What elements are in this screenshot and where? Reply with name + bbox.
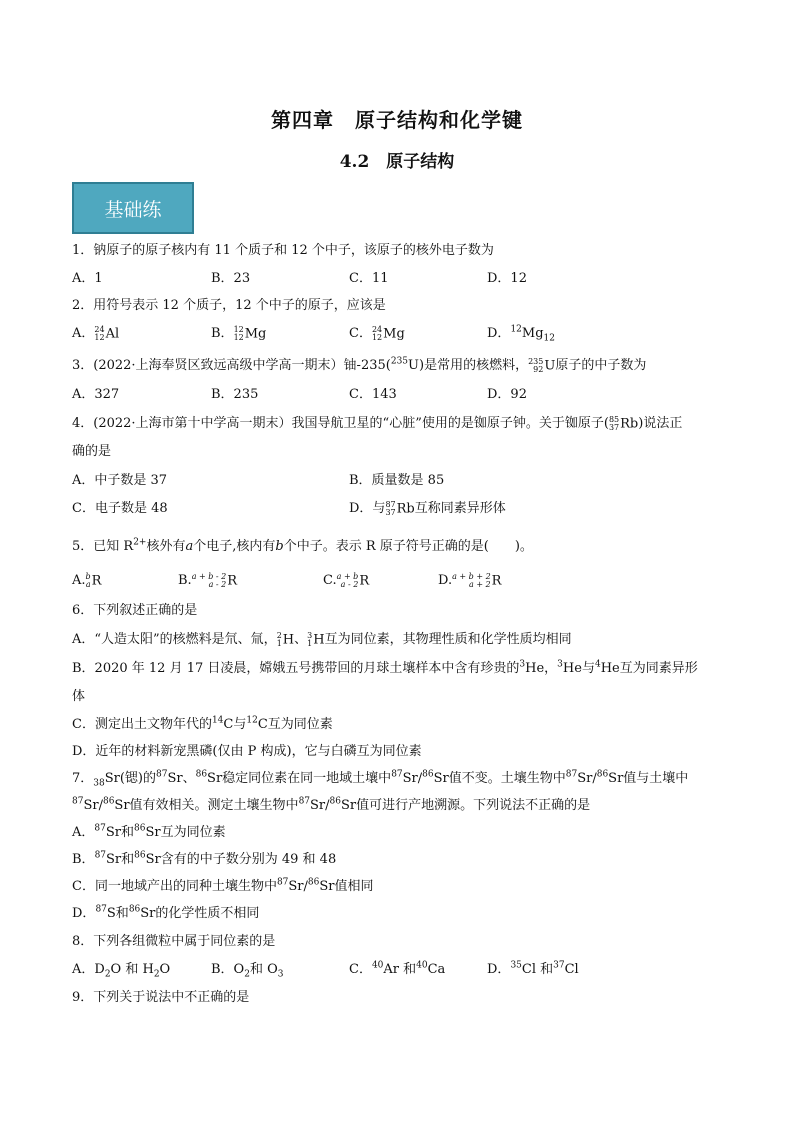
stem-text: 值不变。土壤生物中 bbox=[448, 771, 566, 786]
mass-number: 86 bbox=[596, 769, 609, 780]
option-text: Ca bbox=[427, 962, 446, 977]
option-text: Ar 和 bbox=[383, 962, 417, 977]
element-symbol: Sr bbox=[167, 771, 183, 786]
element-symbol: Mg bbox=[244, 326, 267, 341]
mass-number: 86 bbox=[307, 877, 320, 888]
option-text: 和 bbox=[121, 852, 135, 867]
q1-option-c: C．11 bbox=[349, 271, 389, 286]
atomic-number: 1 bbox=[276, 638, 282, 648]
atomic-number: 92 bbox=[533, 364, 544, 374]
mass-number: 12 bbox=[246, 715, 258, 726]
option-prefix: D． bbox=[487, 326, 511, 341]
atomic-number: 37 bbox=[608, 422, 620, 432]
q6-option-c bbox=[72, 716, 333, 734]
mass-number: 24 bbox=[94, 324, 105, 334]
q2-option-b bbox=[211, 325, 266, 343]
element-symbol: Sr bbox=[105, 825, 121, 840]
q1-option-a: A．1 bbox=[72, 271, 103, 286]
subscript-number: 12 bbox=[543, 333, 555, 344]
element-symbol: Sr bbox=[145, 852, 161, 867]
mass-number: 3 bbox=[307, 630, 313, 640]
question-7-stem bbox=[72, 770, 688, 788]
option-prefix: C. bbox=[323, 573, 337, 588]
slash: / bbox=[98, 798, 103, 813]
element-symbol: Rb bbox=[396, 501, 415, 516]
q7-option-b bbox=[72, 851, 336, 869]
mass-number: 4 bbox=[594, 659, 601, 670]
question-4-stem bbox=[72, 415, 682, 433]
q8-option-d bbox=[487, 961, 579, 979]
q8-option-c bbox=[349, 961, 445, 979]
slash: / bbox=[325, 798, 330, 813]
mass-expression: a + b - 2 bbox=[191, 571, 227, 581]
mass-number: 24 bbox=[371, 324, 383, 334]
atomic-number: 38 bbox=[93, 778, 105, 789]
mass-number: 85 bbox=[608, 414, 620, 424]
q2-option-a bbox=[72, 325, 119, 343]
option-text: O bbox=[159, 962, 171, 977]
element-symbol: R bbox=[91, 573, 102, 588]
variable-a: a bbox=[185, 539, 194, 554]
element-symbol: C bbox=[223, 717, 234, 732]
element-symbol: Rb bbox=[620, 416, 639, 431]
option-text: C．同一地域产出的同种土壤生物中 bbox=[72, 879, 277, 894]
mass-number: 14 bbox=[211, 715, 224, 726]
element-symbol: U bbox=[408, 358, 419, 373]
q1-option-d: D．12 bbox=[487, 271, 527, 286]
q1-option-b: B．23 bbox=[211, 271, 251, 286]
element-symbol: He bbox=[562, 661, 582, 676]
q4-option-a: A．中子数是 37 bbox=[72, 473, 168, 488]
element-symbol: Sr bbox=[114, 798, 130, 813]
element-symbol: U bbox=[544, 358, 556, 373]
element-symbol: R bbox=[491, 573, 502, 588]
q6-option-b bbox=[72, 660, 698, 678]
mass-number: 86 bbox=[329, 796, 341, 807]
subscript-number: 3 bbox=[277, 969, 284, 980]
q5-option-d bbox=[438, 572, 501, 590]
chapter-title: 第四章 原子结构和化学键 bbox=[271, 108, 523, 132]
element-symbol: Sr bbox=[145, 825, 161, 840]
element-symbol: Sr bbox=[288, 879, 304, 894]
mass-number: 40 bbox=[416, 960, 428, 971]
element-symbol: Sr bbox=[340, 798, 357, 813]
mass-number: 40 bbox=[371, 960, 384, 971]
option-text: C．测定出土文物年代的 bbox=[72, 717, 212, 732]
element-symbol: Sr bbox=[140, 906, 156, 921]
q7-option-a bbox=[72, 824, 226, 842]
mass-number: 86 bbox=[422, 769, 434, 780]
mass-number: 87 bbox=[385, 499, 396, 509]
option-prefix: A． bbox=[72, 825, 95, 840]
slash: / bbox=[303, 879, 308, 894]
subscript-number: 2 bbox=[244, 969, 250, 980]
slash: / bbox=[592, 771, 597, 786]
element-symbol: Sr bbox=[319, 879, 335, 894]
stem-text: 值可进行产地溯源。下列说法不正确的是 bbox=[356, 798, 591, 813]
atomic-expression: a - 2 bbox=[208, 579, 227, 589]
q5-option-b bbox=[178, 572, 237, 590]
q3-option-a: A．327 bbox=[72, 387, 120, 402]
element-symbol: S bbox=[106, 906, 116, 921]
question-3-stem bbox=[72, 357, 646, 375]
element-symbol: He bbox=[600, 661, 620, 676]
q7-option-d bbox=[72, 905, 259, 923]
mass-number: 87 bbox=[95, 904, 107, 915]
question-5-stem bbox=[72, 538, 533, 556]
element-symbol: Sr bbox=[106, 852, 122, 867]
element-symbol: R bbox=[227, 573, 238, 588]
mass-number: 2 bbox=[276, 630, 282, 640]
question-8-stem: 8．下列各组微粒中属于同位素的是 bbox=[72, 934, 276, 949]
option-text: 互为同素异形 bbox=[619, 661, 698, 676]
option-text: ， bbox=[544, 661, 558, 676]
mass-number: 235 bbox=[390, 356, 409, 367]
subscript-number: 2 bbox=[104, 969, 111, 980]
option-prefix: B． bbox=[72, 852, 95, 867]
element-symbol: Mg bbox=[521, 326, 544, 341]
mass-number: 87 bbox=[94, 850, 107, 861]
mass-number: 37 bbox=[553, 960, 565, 971]
section-badge bbox=[72, 182, 194, 234]
option-text: 与 bbox=[233, 717, 247, 732]
atomic-number: 1 bbox=[307, 638, 313, 648]
element-symbol: Sr bbox=[608, 771, 624, 786]
element-symbol: He bbox=[525, 661, 545, 676]
element-symbol: R bbox=[359, 573, 370, 588]
stem-text: 核外有 bbox=[146, 539, 186, 554]
mass-number: 86 bbox=[128, 904, 141, 915]
charge-superscript: 2+ bbox=[133, 537, 147, 548]
atomic-expression: a - 2 bbox=[340, 579, 359, 589]
option-prefix: D． bbox=[72, 906, 96, 921]
q4-option-b: B．质量数是 85 bbox=[349, 473, 445, 488]
mass-number: 86 bbox=[195, 769, 208, 780]
q4-option-d bbox=[349, 500, 506, 518]
stem-text: 原子的中子数为 bbox=[555, 358, 647, 373]
q6-option-b-cont: 体 bbox=[72, 689, 86, 704]
question-9-stem: 9．下列关于说法中不正确的是 bbox=[72, 990, 250, 1005]
stem-text: 值与土壤中 bbox=[623, 771, 689, 786]
element-symbol: Sr bbox=[433, 771, 449, 786]
option-text: B．2020 年 12 月 17 日凌晨，嫦娥五号携带回的月球土壤样本中含有珍贵的 bbox=[72, 661, 520, 676]
option-text: 互为同位素 bbox=[160, 825, 226, 840]
mass-number: 3 bbox=[557, 659, 563, 670]
element-symbol: Sr bbox=[402, 771, 418, 786]
option-text: 与 bbox=[581, 661, 595, 676]
mass-expression: a + b + 2 bbox=[452, 571, 491, 581]
option-text: 和 bbox=[120, 825, 134, 840]
option-prefix: B. bbox=[178, 573, 192, 588]
option-text: D．与 bbox=[349, 501, 386, 516]
atomic-number: 37 bbox=[385, 507, 396, 517]
option-text: Cl 和 bbox=[521, 962, 554, 977]
option-prefix: D． bbox=[487, 962, 511, 977]
element-symbol: Sr bbox=[577, 771, 593, 786]
mass-number: 86 bbox=[102, 796, 115, 807]
mass-number: 87 bbox=[565, 769, 578, 780]
q3-option-d: D．92 bbox=[487, 387, 527, 402]
option-text: 互称同素异形体 bbox=[414, 501, 506, 516]
mass-number: 3 bbox=[519, 659, 526, 670]
atomic-expression: a bbox=[85, 579, 91, 589]
atomic-expression: a + 2 bbox=[469, 579, 491, 589]
mass-number: 87 bbox=[391, 769, 403, 780]
section-title: 4.2 原子结构 bbox=[339, 152, 455, 172]
mass-expression: a + b bbox=[336, 571, 359, 581]
element-symbol: H bbox=[282, 632, 295, 647]
stem-text: )是常用的核燃料， bbox=[419, 358, 529, 373]
option-prefix: A. bbox=[72, 573, 86, 588]
option-text: 、 bbox=[294, 632, 308, 647]
option-text: 和 O bbox=[249, 962, 278, 977]
mass-number: 12 bbox=[510, 324, 522, 335]
q6-option-a bbox=[72, 631, 572, 649]
option-text: Cl bbox=[564, 962, 579, 977]
option-text: 含有的中子数分别为 49 和 48 bbox=[160, 852, 337, 867]
q2-option-c bbox=[349, 325, 405, 343]
element-symbol: Sr bbox=[207, 771, 223, 786]
mass-number: 87 bbox=[298, 796, 311, 807]
element-symbol: Al bbox=[105, 326, 120, 341]
option-prefix: C． bbox=[349, 326, 372, 341]
slash: / bbox=[417, 771, 423, 786]
atomic-number: 12 bbox=[371, 332, 383, 342]
option-prefix: A． bbox=[72, 326, 95, 341]
element-symbol: C bbox=[257, 717, 268, 732]
option-text: 互为同位素，其物理性质和化学性质均相同 bbox=[324, 632, 572, 647]
option-text: A．D bbox=[72, 962, 105, 977]
atomic-number: 12 bbox=[233, 332, 244, 342]
mass-number: 87 bbox=[156, 769, 168, 780]
mass-number: 12 bbox=[233, 324, 244, 334]
question-4-stem-cont: 确的是 bbox=[72, 444, 112, 459]
q2-option-d bbox=[487, 325, 555, 343]
mass-number: 35 bbox=[510, 960, 522, 971]
q3-option-b: B．235 bbox=[211, 387, 259, 402]
stem-text: 4．(2022·上海市第十中学高一期末）我国导航卫星的“心脏”使用的是铷原子钟。关于铷原子( bbox=[72, 416, 609, 431]
mass-number: 87 bbox=[72, 796, 84, 807]
stem-text: 值有效相关。测定土壤生物中 bbox=[129, 798, 299, 813]
option-text: B．O bbox=[211, 962, 245, 977]
option-prefix: D. bbox=[438, 573, 453, 588]
option-text: 互为同位素 bbox=[267, 717, 333, 732]
q5-option-c bbox=[323, 572, 369, 590]
mass-number: 235 bbox=[528, 356, 544, 366]
mass-number: 86 bbox=[134, 850, 146, 861]
stem-text: 、 bbox=[182, 771, 196, 786]
element-symbol: Sr bbox=[83, 798, 99, 813]
stem-text: 个电子,核内有 bbox=[193, 539, 276, 554]
element-symbol: H bbox=[313, 632, 325, 647]
option-text: 值相同 bbox=[334, 879, 374, 894]
variable-b: b bbox=[275, 539, 284, 554]
option-prefix: B． bbox=[211, 326, 234, 341]
mass-number: 87 bbox=[94, 823, 106, 834]
q4-option-c: C．电子数是 48 bbox=[72, 501, 168, 516]
option-text: 的化学性质不相同 bbox=[155, 906, 260, 921]
option-text: O 和 H bbox=[110, 962, 154, 977]
option-text: 和 bbox=[115, 906, 129, 921]
stem-text: Sr(锶)的 bbox=[104, 771, 156, 786]
q3-option-c: C．143 bbox=[349, 387, 397, 402]
option-prefix: C． bbox=[349, 962, 372, 977]
q6-option-d: D．近年的材料新宠黑磷(仅由 P 构成)，它与白磷互为同位素 bbox=[72, 744, 422, 759]
stem-text: 稳定同位素在同一地域土壤中 bbox=[222, 771, 392, 786]
stem-text: )说法正 bbox=[638, 416, 683, 431]
q7-option-c bbox=[72, 878, 374, 896]
element-symbol: Sr bbox=[310, 798, 326, 813]
atomic-number: 12 bbox=[94, 332, 105, 342]
mass-number: 86 bbox=[133, 823, 146, 834]
question-7-stem-cont bbox=[72, 797, 590, 815]
option-text: A．“人造太阳”的核燃料是氘、氚， bbox=[72, 632, 277, 647]
mass-expression: b bbox=[85, 571, 91, 581]
mass-number: 87 bbox=[276, 877, 289, 888]
element-symbol: Mg bbox=[383, 326, 405, 341]
question-2-stem: 2．用符号表示 12 个质子，12 个中子的原子，应该是 bbox=[72, 298, 386, 313]
stem-text: 7． bbox=[72, 771, 94, 786]
question-1-stem: 1．钠原子的原子核内有 11 个质子和 12 个中子，该原子的核外电子数为 bbox=[72, 243, 494, 258]
badge-label: 基础练 bbox=[104, 198, 162, 221]
stem-text: 3．(2022·上海奉贤区致远高级中学高一期末）铀-235( bbox=[72, 358, 391, 373]
subscript-number: 2 bbox=[153, 969, 160, 980]
stem-text: 个中子。表示 R 原子符号正确的是( )。 bbox=[283, 539, 533, 554]
q8-option-a bbox=[72, 961, 170, 979]
q8-option-b bbox=[211, 961, 283, 979]
question-6-stem: 6．下列叙述正确的是 bbox=[72, 603, 198, 618]
q5-option-a bbox=[72, 572, 101, 590]
stem-text: 5．已知 R bbox=[72, 539, 134, 554]
